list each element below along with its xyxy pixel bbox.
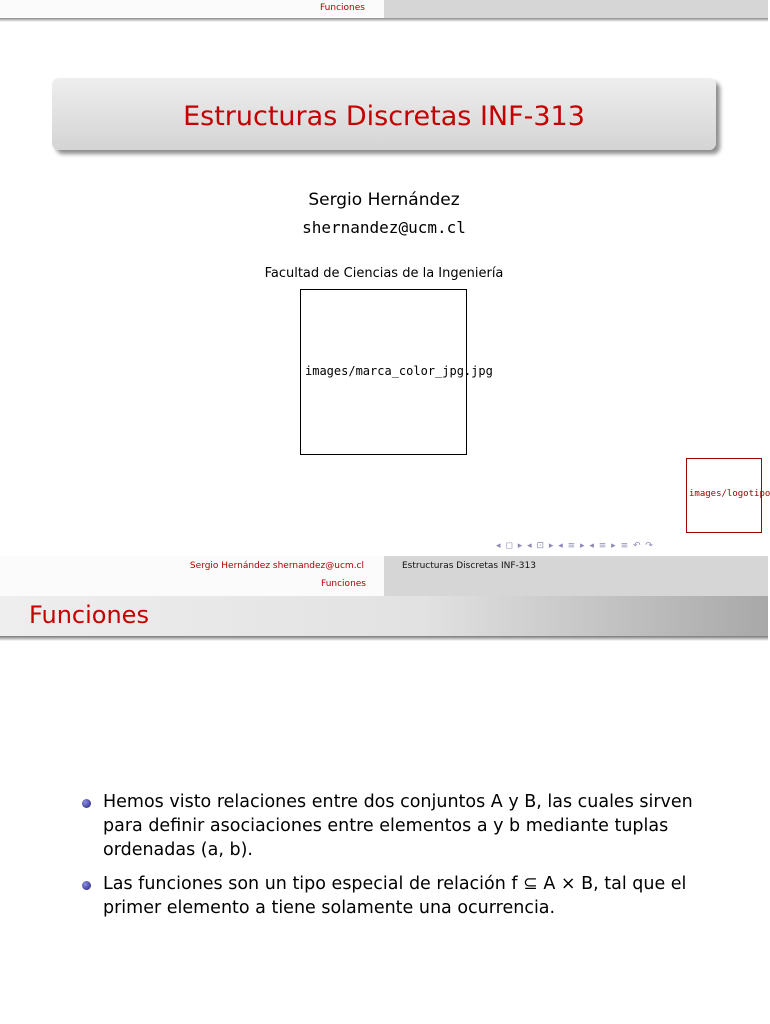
beamer-navigation-icons[interactable]: ◂ ◻ ▸ ◂ ⊡ ▸ ◂ ≡ ▸ ◂ ≡ ▸ ≡ ↶ ↷ <box>496 541 654 551</box>
brand-image-label: images/marca_color_jpg.jpg <box>305 364 493 378</box>
bullet-text: Hemos visto relaciones entre dos conjuntos A y B, las cuales sirven para definir asociaciones entre elementos a y b mediante tuplas ordenadas (a, b). <box>103 792 693 860</box>
header-shadow <box>0 18 768 22</box>
bullet-text: Las funciones son un tipo especial de relación f ⊆ A × B, tal que el primer elemento a tiene solamente una ocurrencia. <box>103 874 687 918</box>
institute-name: Facultad de Ciencias de la Ingeniería <box>264 266 504 281</box>
presentation-title: Estructuras Discretas INF-313 <box>183 101 585 132</box>
header-section-link[interactable]: Funciones <box>320 3 365 13</box>
bullet-icon <box>82 799 91 808</box>
frame-title-shadow <box>0 636 768 641</box>
list-item <box>82 872 722 920</box>
frame-title: Funciones <box>29 601 149 629</box>
bullet-list <box>82 790 722 930</box>
bullet-icon <box>82 881 91 890</box>
logo-label: images/logotipo <box>689 489 770 499</box>
footer-title[interactable]: Estructuras Discretas INF-313 <box>402 561 536 571</box>
author-name: Sergio Hernández <box>308 190 460 210</box>
list-item <box>82 790 722 862</box>
author-email: shernandez@ucm.cl <box>302 218 466 237</box>
footer-author[interactable]: Sergio Hernández shernandez@ucm.cl <box>189 561 364 571</box>
header-right-pane <box>384 0 768 18</box>
logo-placeholder <box>686 458 770 533</box>
footer-section[interactable]: Funciones <box>321 579 366 589</box>
